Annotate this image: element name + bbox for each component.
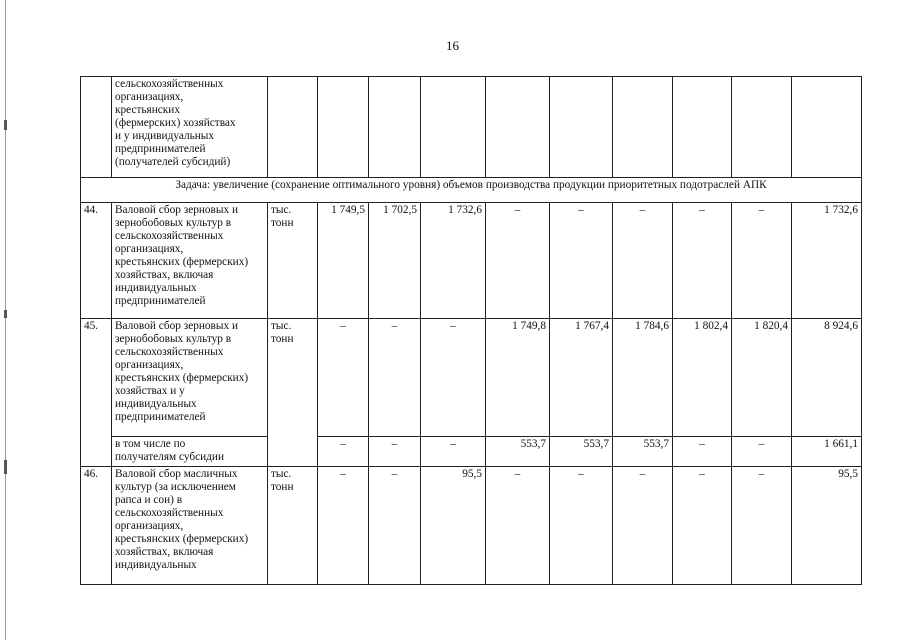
task-heading: Задача: увеличение (сохранение оптимального уровня) объемов производства продукции приоритетных подотраслей АПК — [81, 178, 862, 203]
value-cell: – — [613, 467, 673, 585]
value-cell: – — [486, 467, 550, 585]
table-row — [81, 467, 862, 585]
value-cell: – — [613, 203, 673, 319]
unit-cell: тыс. тонн — [268, 319, 318, 467]
value-cell: – — [732, 467, 792, 585]
value-cell: – — [421, 319, 486, 437]
page-edge-mark — [4, 460, 7, 474]
value-cell: 95,5 — [421, 467, 486, 585]
value-cell: 1 749,5 — [318, 203, 369, 319]
table-row — [81, 437, 862, 467]
value-cell: 1 767,4 — [550, 319, 613, 437]
table-row — [81, 203, 862, 319]
value-cell: – — [369, 467, 421, 585]
value-cell — [369, 77, 421, 178]
value-cell: 553,7 — [486, 437, 550, 467]
value-cell — [421, 77, 486, 178]
value-cell: 1 732,6 — [421, 203, 486, 319]
value-cell: – — [486, 203, 550, 319]
total-cell: 95,5 — [792, 467, 862, 585]
value-cell — [613, 77, 673, 178]
row-number: 45. — [81, 319, 112, 467]
indicator-description: сельскохозяйственных организациях, крестьянских (фермерских) хозяйствах и у индивидуальных предпринимателей (получателей субсидий) — [112, 77, 268, 178]
value-cell: – — [673, 467, 732, 585]
page-edge-mark — [4, 310, 7, 318]
indicator-description: Валовой сбор зерновых и зернобобовых культур в сельскохозяйственных организациях, крестьянских (фермерских) хозяйствах и у индивидуальных предпринимателей — [112, 319, 268, 437]
unit-cell: тыс. тонн — [268, 203, 318, 319]
value-cell: 1 784,6 — [613, 319, 673, 437]
total-cell: 1 661,1 — [792, 437, 862, 467]
value-cell: – — [318, 467, 369, 585]
unit-cell: тыс. тонн — [268, 467, 318, 585]
value-cell: 1 820,4 — [732, 319, 792, 437]
value-cell: – — [421, 437, 486, 467]
value-cell: – — [550, 467, 613, 585]
value-cell: – — [318, 437, 369, 467]
value-cell — [792, 77, 862, 178]
value-cell: 1 702,5 — [369, 203, 421, 319]
total-cell: 8 924,6 — [792, 319, 862, 437]
row-number: 46. — [81, 467, 112, 585]
value-cell — [550, 77, 613, 178]
value-cell: – — [732, 203, 792, 319]
value-cell: – — [369, 319, 421, 437]
value-cell: – — [732, 437, 792, 467]
row-number: 44. — [81, 203, 112, 319]
indicators-table — [80, 76, 862, 585]
value-cell: 553,7 — [550, 437, 613, 467]
value-cell: 553,7 — [613, 437, 673, 467]
value-cell: – — [318, 319, 369, 437]
indicator-description: Валовой сбор масличных культур (за исключением рапса и сои) в сельскохозяйственных организациях, крестьянских (фермерских) хозяйствах, включая индивидуальных — [112, 467, 268, 585]
value-cell — [486, 77, 550, 178]
row-number-cell — [81, 77, 112, 178]
value-cell: – — [550, 203, 613, 319]
table-row — [81, 77, 862, 178]
task-row — [81, 178, 862, 203]
value-cell — [673, 77, 732, 178]
page-number: 16 — [446, 38, 459, 53]
indicator-description: в том числе по получателям субсидии — [112, 437, 268, 467]
unit-cell — [268, 77, 318, 178]
total-cell: 1 732,6 — [792, 203, 862, 319]
value-cell: – — [673, 203, 732, 319]
page-edge-line — [5, 0, 6, 640]
table-row — [81, 319, 862, 437]
value-cell: 1 802,4 — [673, 319, 732, 437]
value-cell — [318, 77, 369, 178]
value-cell: – — [673, 437, 732, 467]
indicator-description: Валовой сбор зерновых и зернобобовых культур в сельскохозяйственных организациях, крестьянских (фермерских) хозяйствах, включая индивидуальных предпринимателей — [112, 203, 268, 319]
value-cell — [732, 77, 792, 178]
value-cell: – — [369, 437, 421, 467]
page-edge-mark — [4, 120, 7, 130]
value-cell: 1 749,8 — [486, 319, 550, 437]
